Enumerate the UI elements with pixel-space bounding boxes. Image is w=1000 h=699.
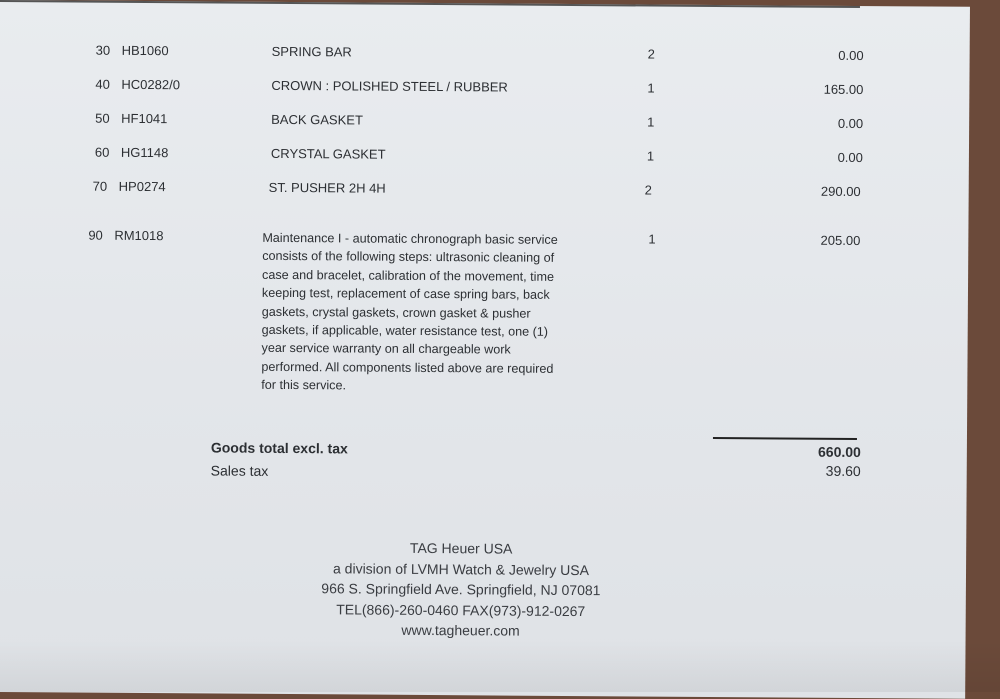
totals-block [210, 439, 861, 480]
line-number: 30 [95, 42, 111, 58]
service-description-line: case and bracelet, calibration of the movement, time [262, 267, 555, 284]
company-address: 966 S. Springfield Ave. Springfield, NJ 07081 [321, 580, 601, 599]
item-quantity: 1 [647, 80, 655, 96]
item-amount: 290.00 [820, 183, 861, 200]
goods-total-value: 660.00 [817, 443, 861, 461]
item-quantity: 2 [647, 46, 655, 62]
service-description-line: for this service. [261, 378, 347, 393]
company-division: a division of LVMH Watch & Jewelry USA [332, 559, 590, 578]
sales-tax-label: Sales tax [210, 462, 269, 479]
item-description: SPRING BAR [271, 43, 352, 60]
item-description: ST. PUSHER 2H 4H [268, 179, 386, 196]
line-number: 70 [92, 178, 108, 194]
service-description-line: Maintenance I - automatic chronograph basic service [262, 230, 558, 247]
part-number: HC0282/0 [121, 76, 181, 93]
part-number: HG1148 [120, 144, 169, 161]
line-number: 50 [95, 110, 110, 126]
line-number: 60 [94, 144, 110, 160]
part-number: HP0274 [118, 178, 166, 195]
service-description-line: gaskets, if applicable, water resistance test, one (1) [261, 322, 549, 339]
item-amount: 0.00 [838, 47, 864, 64]
item-quantity: 1 [647, 114, 655, 130]
service-description-line: gaskets, crystal gaskets, crown gasket & pusher [261, 304, 531, 321]
company-website: www.tagheuer.com [401, 621, 520, 639]
item-description: CRYSTAL GASKET [270, 145, 386, 162]
company-phone: TEL(866)-260-0460 FAX(973)-912-0267 [336, 600, 586, 619]
item-quantity: 2 [644, 182, 652, 198]
item-amount: 165.00 [823, 81, 864, 98]
item-quantity: 1 [648, 231, 656, 247]
service-description-line: year service warranty on all chargeable work [261, 341, 511, 358]
service-description-line: performed. All components listed above are required [261, 359, 554, 376]
total-rule [713, 437, 857, 440]
item-description: BACK GASKET [271, 111, 363, 128]
part-number: RM1018 [114, 227, 164, 244]
company-footer [296, 537, 627, 642]
service-description-line: keeping test, replacement of case spring bars, back [261, 286, 550, 303]
part-number: HF1041 [121, 110, 168, 127]
company-name: TAG Heuer USA [409, 539, 513, 557]
goods-total-label: Goods total excl. tax [210, 439, 348, 457]
item-quantity: 1 [646, 148, 655, 164]
top-rule [0, 0, 860, 8]
line-number: 40 [95, 76, 110, 92]
item-description: CROWN : POLISHED STEEL / RUBBER [271, 77, 508, 95]
service-description-line: consists of the following steps: ultrasonic cleaning of [262, 249, 555, 266]
line-number: 90 [88, 227, 103, 243]
item-amount: 0.00 [837, 115, 864, 132]
item-amount: 205.00 [820, 232, 861, 249]
item-amount: 0.00 [837, 149, 863, 166]
service-description [261, 229, 592, 397]
sales-tax-value: 39.60 [825, 462, 861, 480]
part-number: HB1060 [121, 42, 169, 59]
